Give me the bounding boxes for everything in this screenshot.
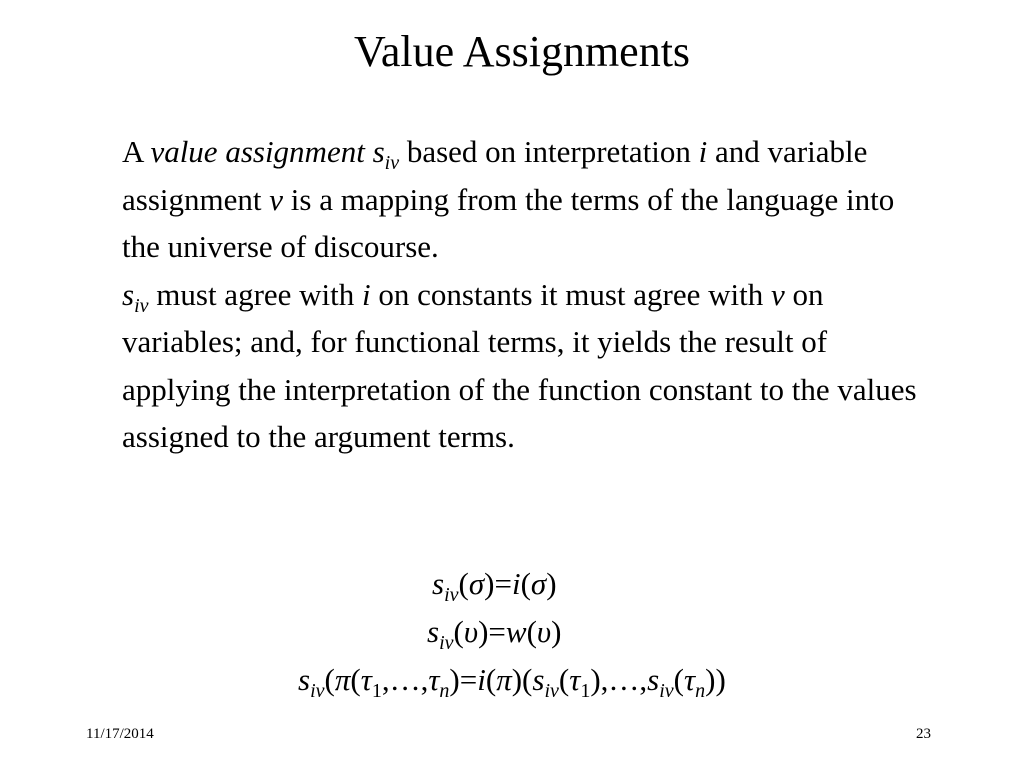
subscript: 1 [371, 680, 382, 703]
subscript: 1 [580, 680, 591, 703]
math-symbol: τ [684, 662, 696, 697]
math-symbol: w [505, 614, 527, 649]
subscript-iv: iv [134, 294, 149, 317]
math-symbol: s [647, 662, 660, 697]
text-based-on: based on interpretation [399, 134, 699, 169]
subscript: iv [310, 680, 325, 703]
page-number: 23 [916, 726, 931, 742]
text-must-agree: must agree with [148, 276, 363, 312]
math-symbol: σ [530, 566, 547, 601]
subscript: iv [659, 680, 674, 703]
math-symbol: τ [428, 662, 440, 697]
agreement-paragraph [122, 271, 922, 461]
equation-variables: $s_{iv}(\upsilon)=w(\upsilon)$ [427, 614, 562, 655]
symbol-i: i [362, 276, 371, 312]
slide-body [122, 128, 922, 461]
math-symbol: s [298, 662, 311, 697]
subscript: n [439, 680, 450, 703]
text-mapping: is a mapping from the terms of the language into the universe of discourse. [122, 181, 895, 264]
math-symbol: σ [468, 566, 485, 601]
equation-functional-terms: $s_{iv}(\pi(\tau_1,\dots,\tau_n)=i(\pi)(s_{iv}(\tau_1),\dots,s_{iv}(\tau_n))$ [298, 662, 726, 703]
slide-title: Value Assignments [353, 27, 691, 76]
math-symbol: s [432, 566, 445, 601]
math-symbol: s [427, 614, 440, 649]
text-on-variables: on variables; and, for functional terms, it yields the result of applying the interpretation of the function constant to the values assigned to the argument terms. [122, 276, 917, 454]
symbol-v: v [771, 276, 785, 312]
math-symbol: s [532, 662, 545, 697]
math-symbol: i [511, 566, 521, 601]
symbol-i: i [698, 134, 708, 169]
math-symbol: υ [463, 614, 479, 649]
text-a: A [122, 134, 151, 169]
subscript-iv: iv [384, 152, 400, 175]
math-symbol: π [334, 662, 351, 697]
equation-constants: $s_{iv}(\sigma)=i(\sigma)$ [432, 566, 557, 607]
math-symbol: τ [360, 662, 372, 697]
math-symbol: i [477, 662, 486, 697]
symbol-s: s [122, 276, 135, 312]
math-symbol: τ [569, 662, 581, 697]
math-symbol: υ [536, 614, 552, 649]
math-symbol: π [496, 662, 512, 697]
subscript: iv [444, 584, 459, 607]
term-value-assignment: value assignment [150, 134, 365, 169]
subscript: n [695, 680, 706, 703]
symbol-s: s [364, 134, 385, 169]
text-on-constants: on constants it must agree with [370, 276, 772, 312]
symbol-v: v [269, 181, 284, 217]
definition-paragraph [122, 128, 922, 271]
text-and-variable: and variable assignment [122, 134, 868, 217]
subscript: iv [439, 632, 454, 655]
subscript: iv [544, 680, 559, 703]
footer-date: 11/17/2014 [86, 726, 154, 742]
